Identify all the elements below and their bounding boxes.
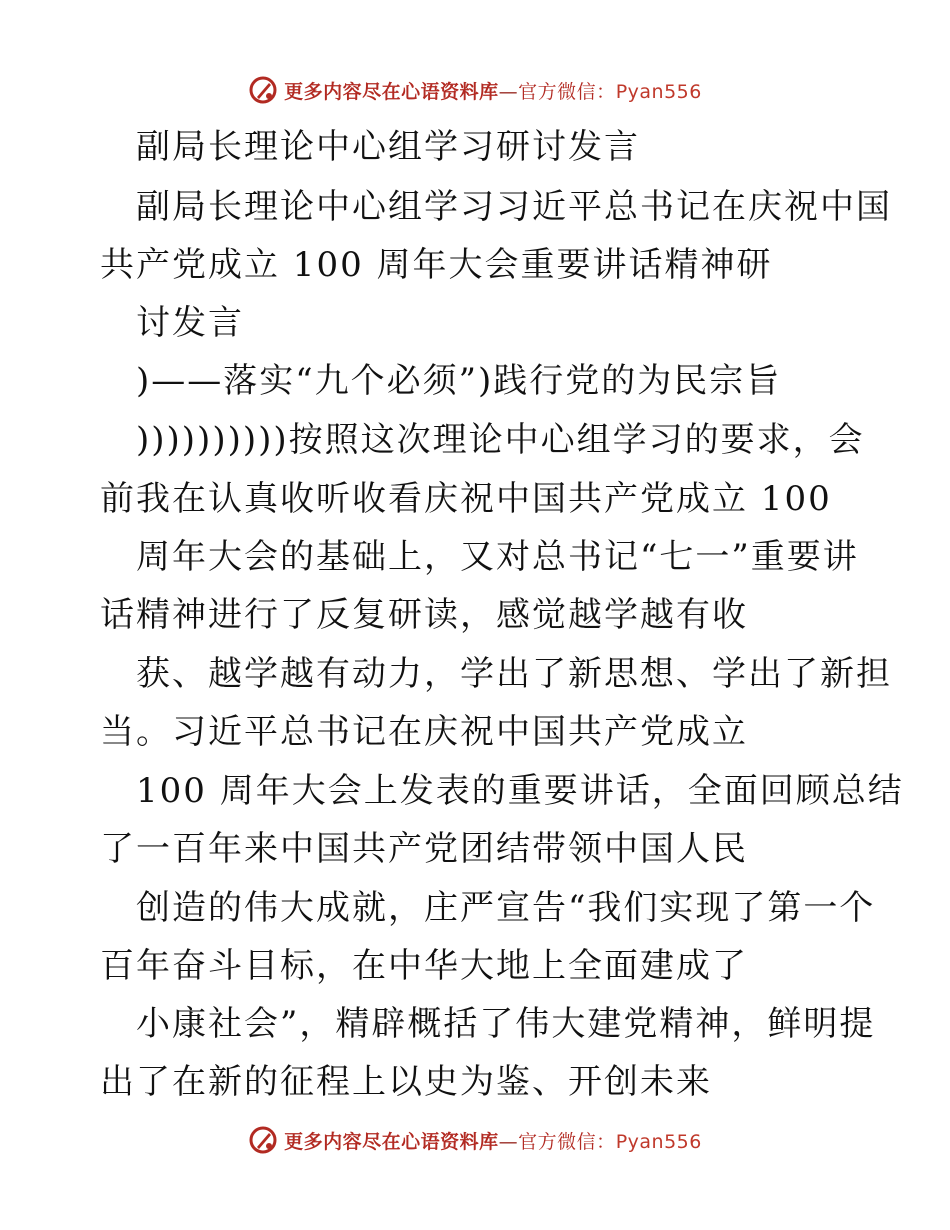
text-line: 话精神进行了反复研读，感觉越学越有收 <box>100 595 748 635</box>
text-line: 创造的伟大成就，庄严宣告“我们实现了第一个 <box>136 888 876 928</box>
watermark-separator: — <box>498 80 519 103</box>
text-line: 百年奋斗目标，在中华大地上全面建成了 <box>100 946 748 986</box>
text-line: )——落实“九个必须”)践行党的为民宗旨 <box>136 361 782 401</box>
watermark-text <box>284 77 702 104</box>
text-line: 小康社会”，精辟概括了伟大建党精神，鲜明提 <box>136 1004 876 1044</box>
text-line: 获、越学越有动力，学出了新思想、学出了新担 <box>136 654 892 694</box>
text-line: 副局长理论中心组学习习近平总书记在庆祝中国 <box>136 187 892 227</box>
watermark-brand: 更多内容尽在心语资料库 <box>284 80 499 103</box>
text-line: ))))))))))按照这次理论中心组学习的要求，会 <box>136 420 865 460</box>
watermark-handle: Pyan556 <box>615 1130 702 1153</box>
watermark-separator: — <box>498 1130 519 1153</box>
watermark-colon: ： <box>596 80 616 103</box>
pen-seal-logo-icon <box>248 1125 278 1155</box>
text-line: 前我在认真收听收看庆祝中国共产党成立 100 <box>100 479 832 519</box>
text-line: 当。习近平总书记在庆祝中国共产党成立 <box>100 712 748 752</box>
header-watermark-banner <box>0 70 950 110</box>
watermark-official-label: 官方微信 <box>518 1130 597 1153</box>
watermark-official-label: 官方微信 <box>518 80 597 103</box>
text-line: 讨发言 <box>136 303 244 343</box>
watermark-colon: ： <box>596 1130 616 1153</box>
text-line: 共产党成立 100 周年大会重要讲话精神研 <box>100 245 773 285</box>
watermark-handle: Pyan556 <box>615 80 702 103</box>
watermark-brand: 更多内容尽在心语资料库 <box>284 1130 499 1153</box>
document-title: 副局长理论中心组学习研讨发言 <box>136 127 640 167</box>
text-line: 了一百年来中国共产党团结带领中国人民 <box>100 829 748 869</box>
text-line: 出了在新的征程上以史为鉴、开创未来 <box>100 1062 712 1102</box>
text-line: 周年大会的基础上，又对总书记“七一”重要讲 <box>136 537 859 577</box>
pen-seal-logo-icon <box>248 75 278 105</box>
watermark-text <box>284 1127 702 1154</box>
footer-watermark-banner <box>0 1120 950 1160</box>
text-line: 100 周年大会上发表的重要讲话，全面回顾总结 <box>136 771 904 811</box>
